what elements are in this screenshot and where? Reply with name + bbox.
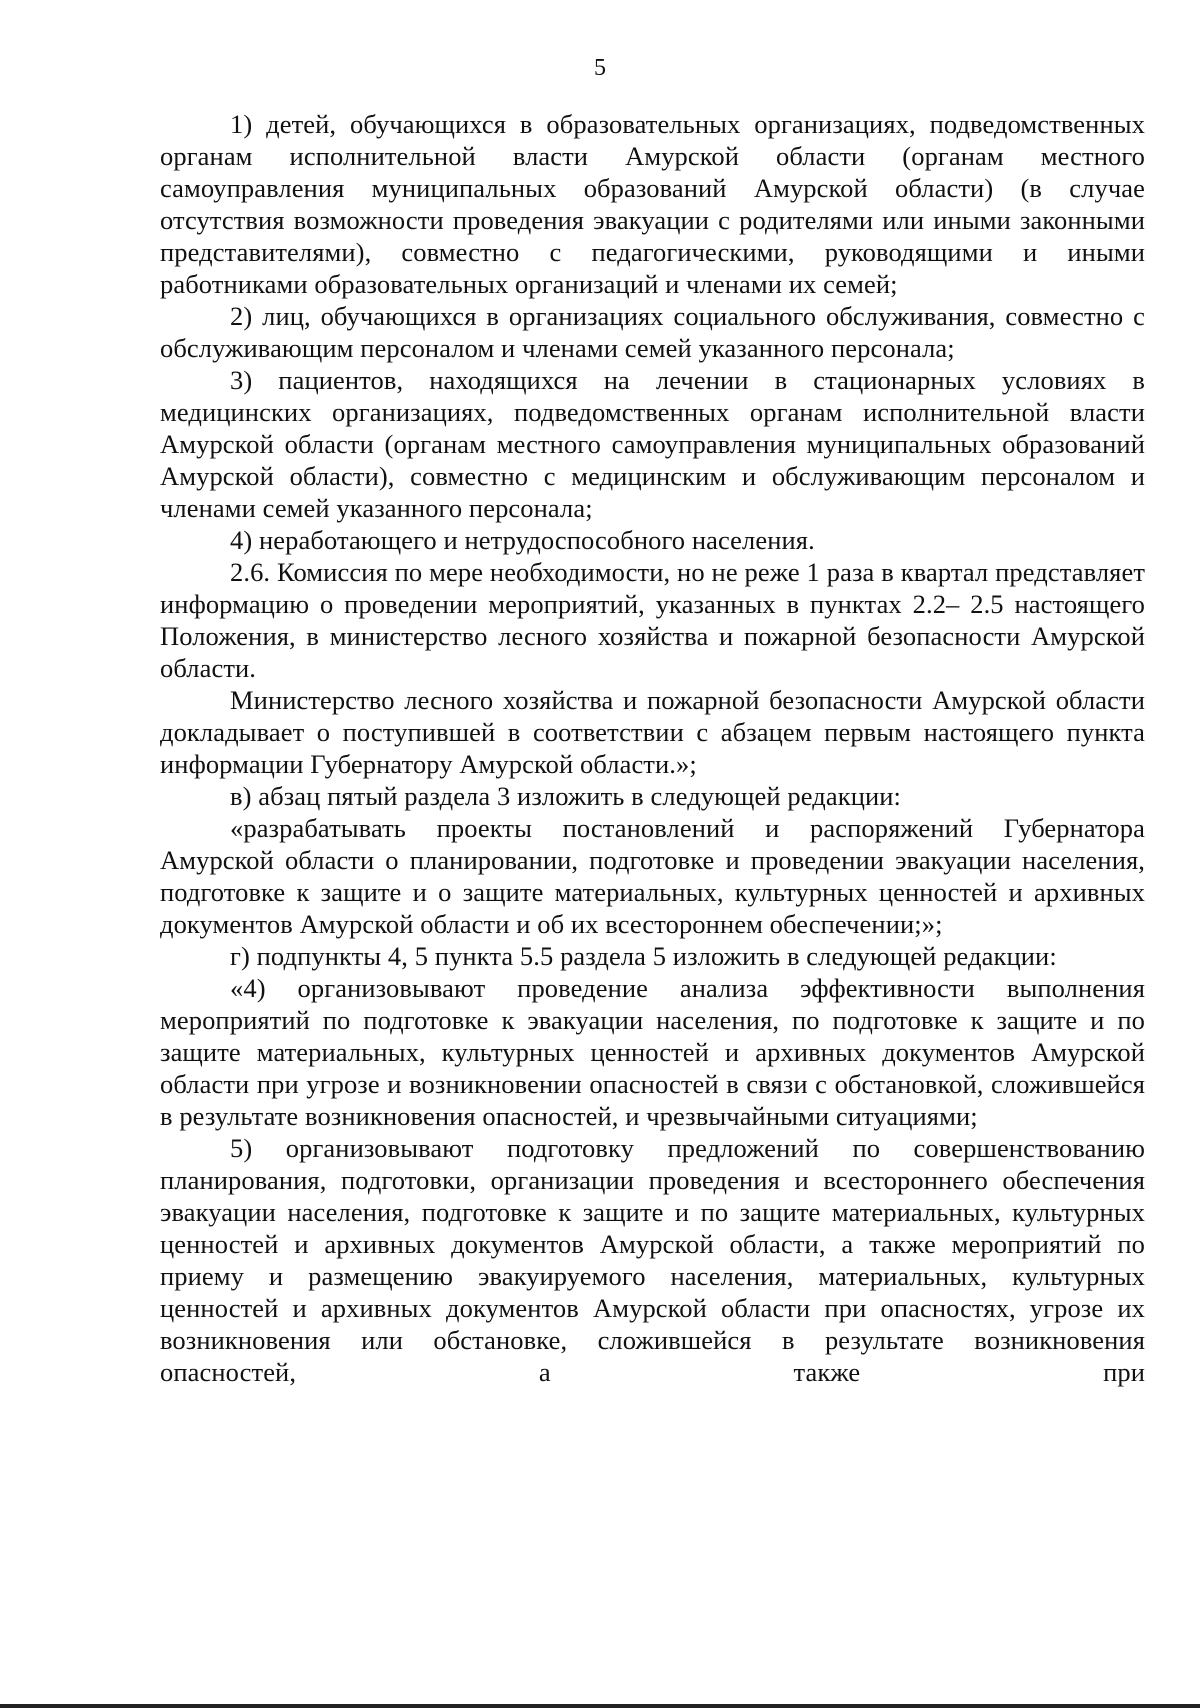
paragraph-subitem-4: «4) организовывают проведение анализа эффективности выполнения мероприятий по подготовке к эвакуации населения, по подготовке к защите и по защите материальных, культурных ценностей и архивных документов Амурской области при угрозе и возникновении опасностей в связи с обстановкой, сложившейся в результате возникновения опасностей, и чрезвычайными ситуациями; [160, 973, 1145, 1131]
paragraph-commission-reporting: 2.6. Комиссия по мере необходимости, но не реже 1 раза в квартал представляет информацию о проведении мероприятий, указанных в пунктах 2.2– 2.5 настоящего Положения, в министерство лесного хозяйства и пожарной безопасности Амурской области. [160, 557, 1145, 683]
paragraph-social-service-persons: 2) лиц, обучающихся в организациях социального обслуживания, совместно с обслуживающим персоналом и членами семей указанного персонала; [160, 301, 1145, 363]
paragraph-amendment-section-5: г) подпункты 4, 5 пункта 5.5 раздела 5 изложить в следующей редакции: [230, 941, 1057, 971]
page-number: 5 [594, 55, 606, 81]
paragraph-children-evacuation: 1) детей, обучающихся в образовательных организациях, подведомственных органам исполнительной власти Амурской области (органам местного самоуправления муниципальных образований Амурской области) (в случае отсутствия возможности проведения эвакуации с родителями или иными законными представителями), совместно с педагогическими, руководящими и иными работниками образовательных организаций и членами их семей; [160, 109, 1145, 299]
paragraph-ministry-report: Министерство лесного хозяйства и пожарной безопасности Амурской области докладывает о поступившей в соответствии с абзацем первым настоящего пункта информации Губернатору Амурской области.»; [160, 685, 1145, 779]
paragraph-patients: 3) пациентов, находящихся на лечении в стационарных условиях в медицинских организациях, подведомственных органам исполнительной власти Амурской области (органам местного самоуправления муниципальных образований Амурской области), совместно с медицинским и обслуживающим персоналом и членами семей указанного персонала; [160, 365, 1145, 523]
paragraph-subitem-5: 5) организовывают подготовку предложений по совершенствованию планирования, подготовки, организации проведения и всестороннего обеспечения эвакуации населения, подготовке к защите и по защите материальных, культурных ценностей и архивных документов Амурской области, а также мероприятий по приему и размещению эвакуируемого населения, материальных, культурных ценностей и архивных документов Амурской области при опасностях, угрозе их возникновения или обстановке, сложившейся в результате возникновения опасностей, а также при [160, 1133, 1145, 1387]
paragraph-non-working-population: 4) неработающего и нетрудоспособного населения. [230, 525, 815, 555]
scan-bottom-edge [0, 1704, 1200, 1708]
paragraph-draft-resolutions: «разрабатывать проекты постановлений и распоряжений Губернатора Амурской области о планировании, подготовке и проведении эвакуации населения, подготовке к защите и о защите материальных, культурных ценностей и архивных документов Амурской области и об их всестороннем обеспечении;»; [160, 813, 1145, 939]
paragraph-amendment-section-3: в) абзац пятый раздела 3 изложить в следующей редакции: [230, 781, 902, 811]
document-body [160, 108, 1145, 1388]
